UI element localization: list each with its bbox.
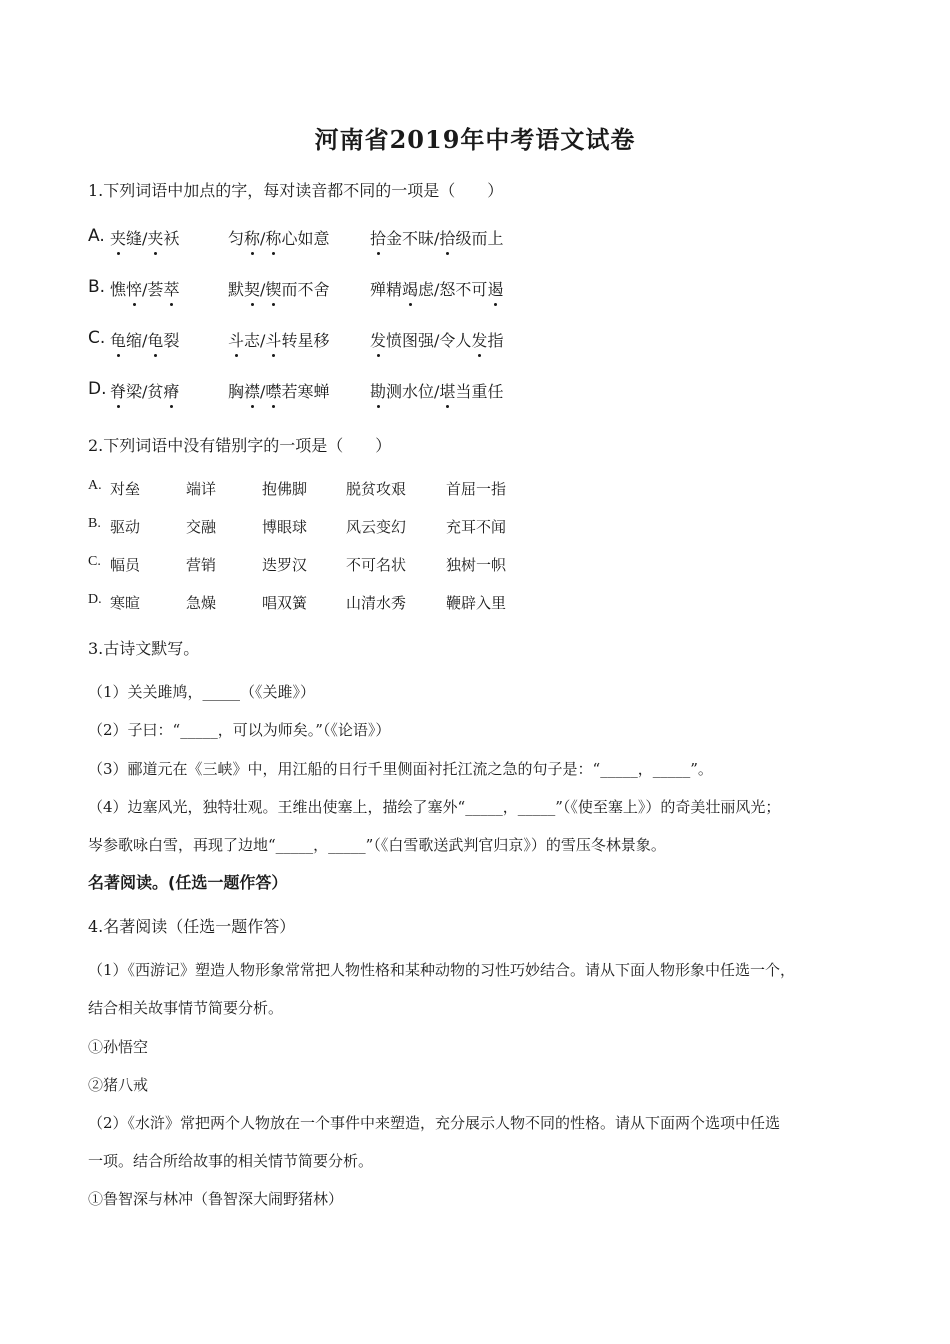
question-2-stem: 2.下列词语中没有错别字的一项是（ ） xyxy=(88,436,392,455)
q4-line: 一项。结合所给故事的相关情节简要分析。 xyxy=(88,1152,374,1170)
option-word: 脱贫攻艰 xyxy=(346,480,407,498)
option-word: 首屈一指 xyxy=(446,480,507,498)
option-word: 唱双簧 xyxy=(262,594,308,612)
option-label: D. xyxy=(88,592,102,607)
q4-line: （2）《水浒》常把两个人物放在一个事件中来塑造，充分展示人物不同的性格。请从下面两个选项中任选 xyxy=(88,1114,781,1132)
option-word-2: 默契/锲而不舍 xyxy=(228,277,329,300)
option-word: 迭罗汉 xyxy=(262,556,308,574)
option-label: C. xyxy=(88,554,101,569)
option-word: 抱佛脚 xyxy=(262,480,308,498)
option-word-1: 憔悴/荟萃 xyxy=(110,277,179,300)
q3-line: （4）边塞风光，独特壮观。王维出使塞上，描绘了塞外“_____，_____”（《使至塞上》）的奇美壮丽风光； xyxy=(88,798,781,816)
q3-line: （1）关关雎鸠，_____（《关雎》） xyxy=(88,683,316,701)
option-word: 鞭辟入里 xyxy=(446,594,507,612)
question-4-stem: 4.名著阅读（任选一题作答） xyxy=(88,917,296,936)
option-word: 博眼球 xyxy=(262,518,308,536)
option-label: B. xyxy=(88,277,106,297)
page-title: 河南省2019年中考语文试卷 xyxy=(314,125,636,154)
q4-line: ①鲁智深与林冲（鲁智深大闹野猪林） xyxy=(88,1190,344,1208)
option-word: 交融 xyxy=(186,518,217,536)
q4-line: ①孙悟空 xyxy=(88,1038,149,1056)
option-word: 独树一帜 xyxy=(446,556,507,574)
option-word: 充耳不闻 xyxy=(446,518,507,536)
q3-line: （3）郦道元在《三峡》中，用江船的日行千里侧面衬托江流之急的句子是：“_____，_____”。 xyxy=(88,760,713,778)
option-word: 幅员 xyxy=(110,556,141,574)
option-label: A. xyxy=(88,226,105,246)
q4-line: ②猪八戒 xyxy=(88,1076,149,1094)
option-word: 急燥 xyxy=(186,594,217,612)
option-word: 对垒 xyxy=(110,480,141,498)
option-word-2: 斗志/斗转星移 xyxy=(228,328,329,351)
option-word-2: 匀称/称心如意 xyxy=(228,226,329,249)
question-1-stem: 1.下列词语中加点的字，每对读音都不同的一项是（ ） xyxy=(88,181,504,200)
option-word: 风云变幻 xyxy=(346,518,407,536)
option-word: 驱动 xyxy=(110,518,141,536)
option-word-2: 胸襟/噤若寒蝉 xyxy=(228,379,329,402)
option-label: C. xyxy=(88,328,106,348)
q4-line: 结合相关故事情节简要分析。 xyxy=(88,999,284,1017)
option-word: 山清水秀 xyxy=(346,594,407,612)
q3-line: （2）子曰：“_____，可以为师矣。”（《论语》） xyxy=(88,721,391,739)
option-word: 营销 xyxy=(186,556,217,574)
q3-line: 岑参歌咏白雪，再现了边地“_____，_____”（《白雪歌送武判官归京》）的雪压冬林景象。 xyxy=(88,836,666,854)
option-word-3: 拾金不昧/拾级而上 xyxy=(370,226,503,249)
option-word-3: 殚精竭虑/怒不可遏 xyxy=(370,277,503,300)
option-word-3: 发愤图强/令人发指 xyxy=(370,328,503,351)
option-label: D. xyxy=(88,379,107,399)
q4-line: （1）《西游记》塑造人物形象常常把人物性格和某种动物的习性巧妙结合。请从下面人物形象中任选一个， xyxy=(88,961,796,979)
option-word: 寒暄 xyxy=(110,594,141,612)
option-word-1: 夹缝/夹袄 xyxy=(110,226,179,249)
option-label: B. xyxy=(88,516,101,531)
option-word-1: 脊梁/贫瘠 xyxy=(110,379,179,402)
option-word: 端详 xyxy=(186,480,217,498)
option-word-1: 龟缩/龟裂 xyxy=(110,328,179,351)
option-label: A. xyxy=(88,478,102,493)
question-3-stem: 3.古诗文默写。 xyxy=(88,639,200,658)
section-heading: 名著阅读。(任选一题作答） xyxy=(88,873,288,892)
option-word: 不可名状 xyxy=(346,556,407,574)
option-word-3: 勘测水位/堪当重任 xyxy=(370,379,503,402)
